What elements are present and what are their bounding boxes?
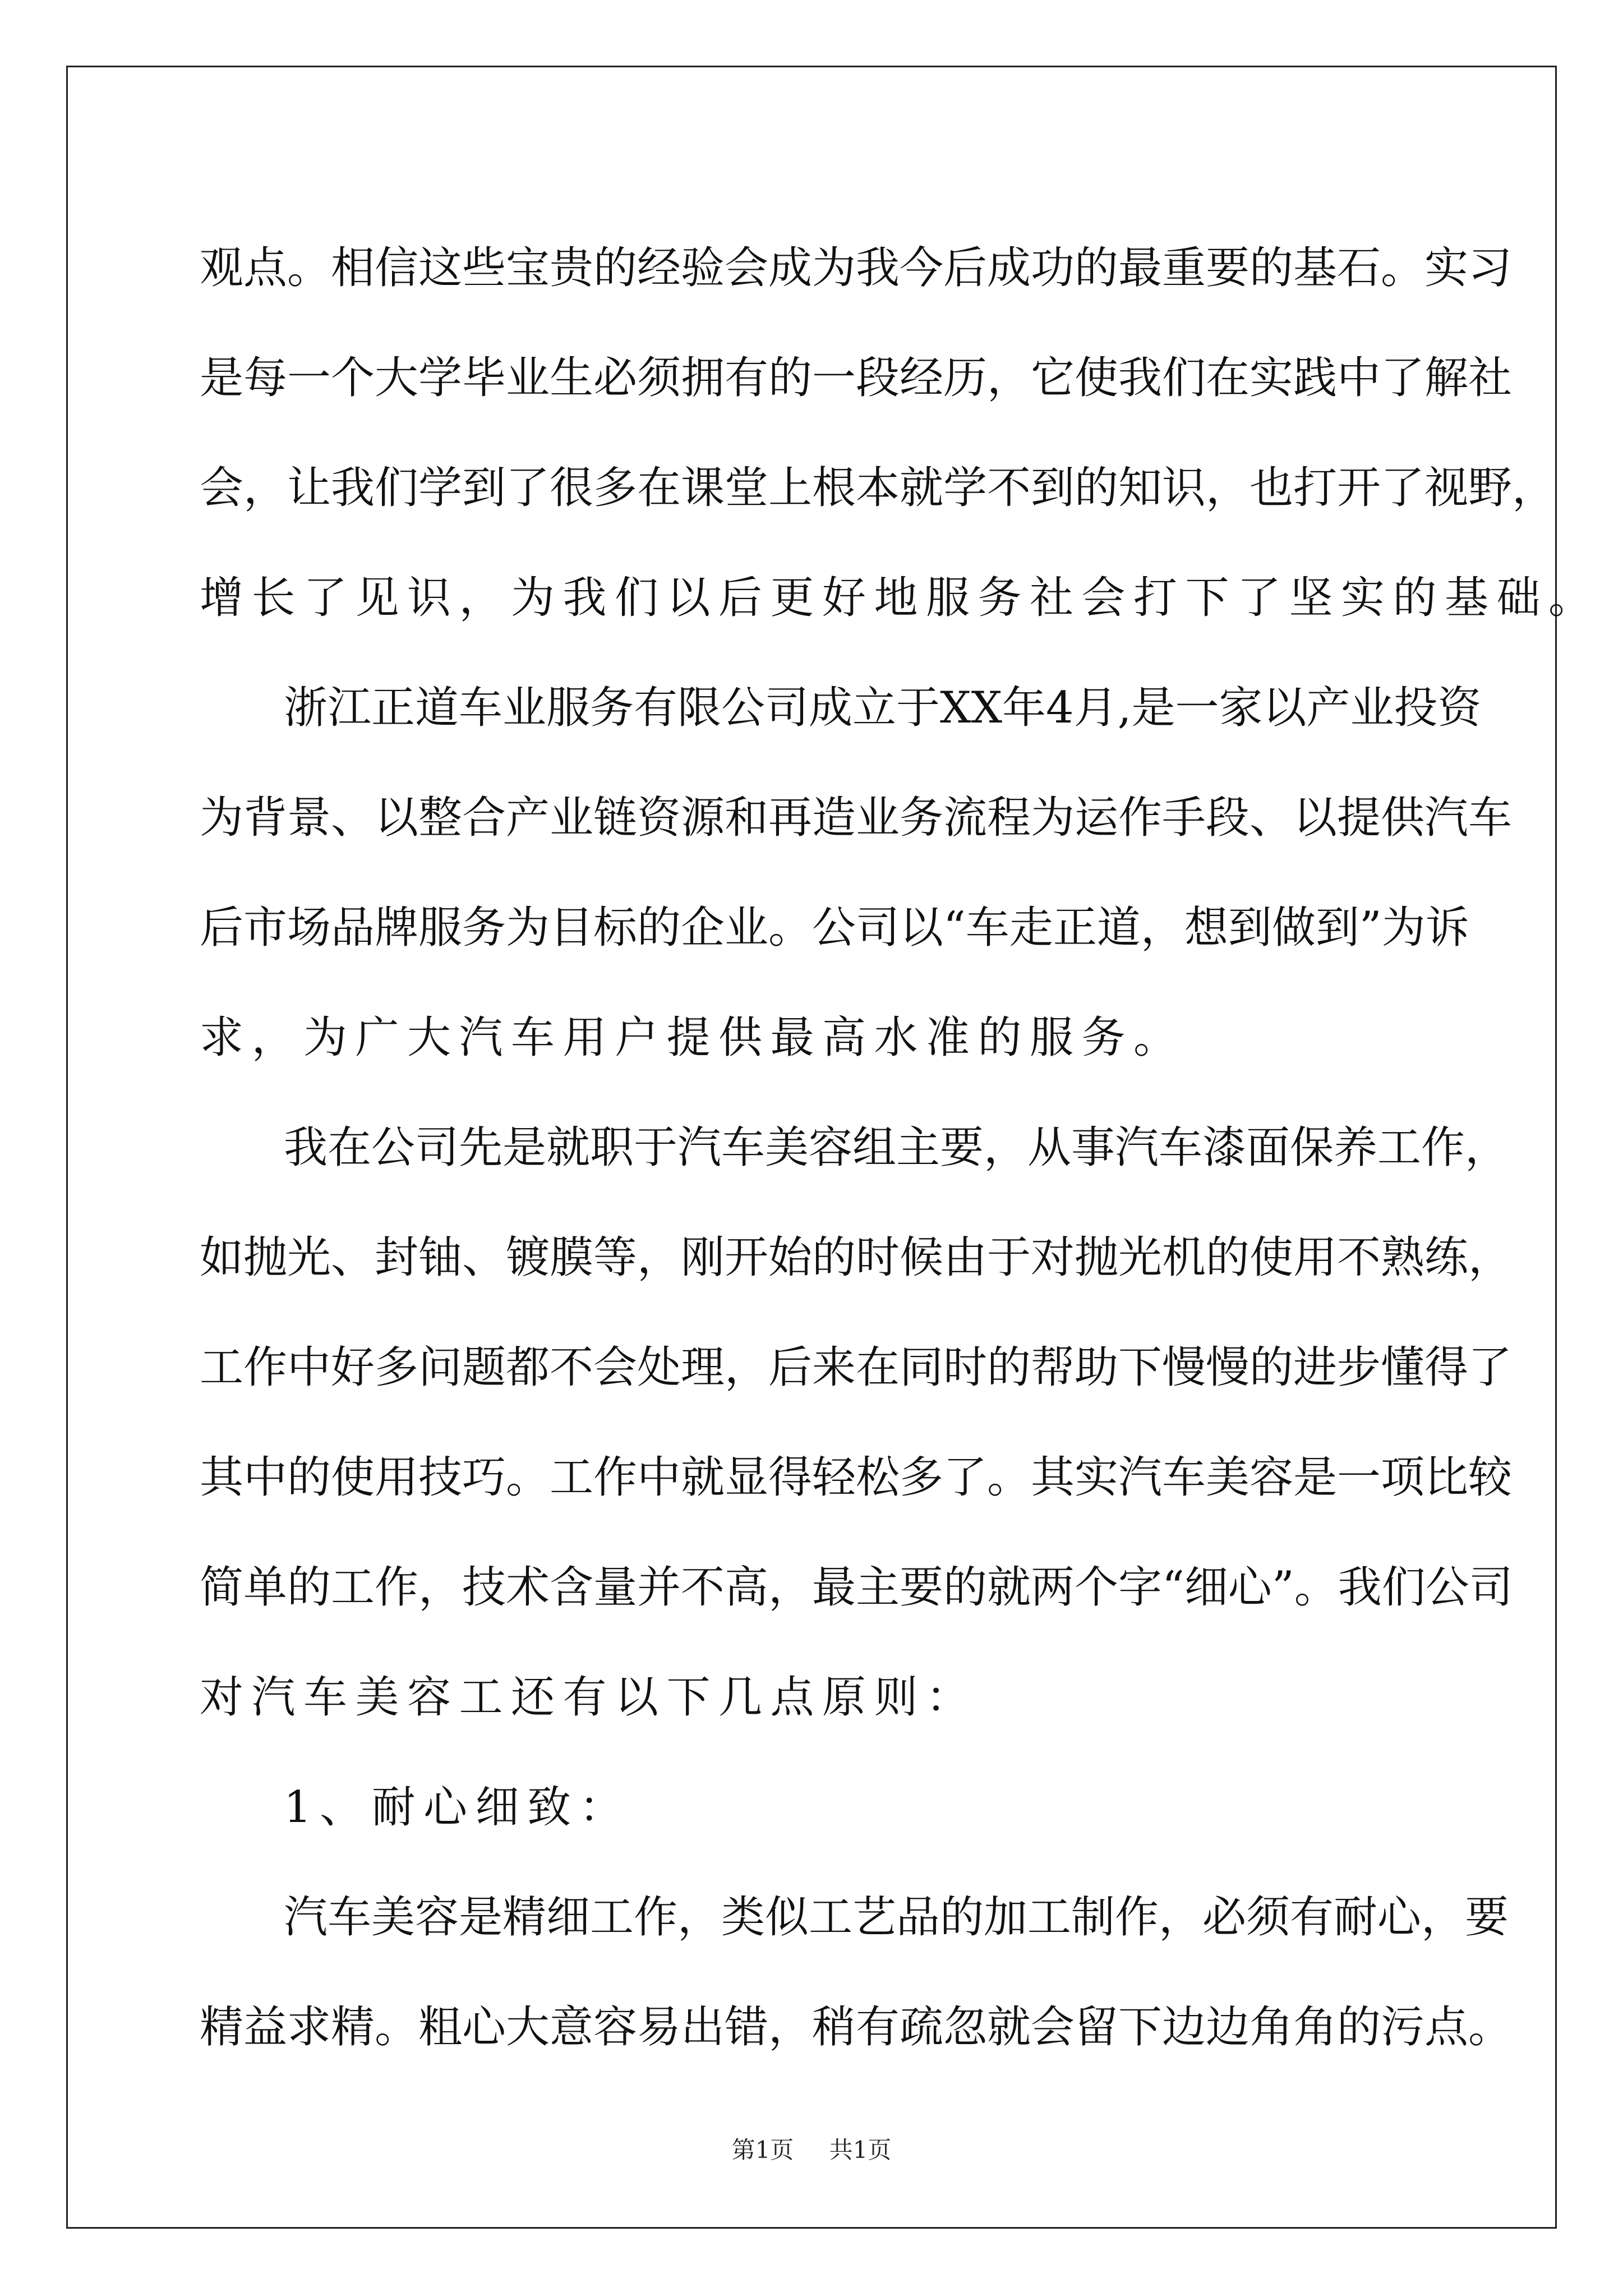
page-footer <box>0 2132 1623 2165</box>
paragraph-1-line-1: 观点。相信这些宝贵的经验会成为我今后成功的最重要的基石。实习 <box>200 243 1513 293</box>
paragraph-3-line-2: 如抛光、封铀、镀膜等，刚开始的时候由于对抛光机的使用不熟练， <box>200 1232 1513 1283</box>
paragraph-1-line-4: 增长了见识，为我们以后更好地服务社会打下了坚实的基础。 <box>200 573 1601 623</box>
paragraph-5-line-2: 精益求精。粗心大意容易出错，稍有疏忽就会留下边边角角的污点。 <box>200 2002 1513 2053</box>
paragraph-3-line-6: 对汽车美容工还有以下几点原则： <box>200 1672 978 1723</box>
paragraph-2-line-4: 求，为广大汽车用户提供最高水准的服务。 <box>200 1013 1186 1063</box>
paragraph-3-line-3: 工作中好多问题都不会处理，后来在同时的帮助下慢慢的进步懂得了 <box>200 1342 1513 1393</box>
page-number: 第1页 <box>731 2136 794 2164</box>
paragraph-1-line-2: 是每一个大学毕业生必须拥有的一段经历，它使我们在实践中了解社 <box>200 353 1513 403</box>
paragraph-3-line-5: 简单的工作，技术含量并不高，最主要的就两个字“细心”。我们公司 <box>200 1562 1513 1613</box>
paragraph-2-line-2: 为背景、以整合产业链资源和再造业务流程为运作手段、以提供汽车 <box>200 793 1513 843</box>
document-body <box>200 213 1601 2082</box>
paragraph-2-line-3: 后市场品牌服务为目标的企业。公司以“车走正道，想到做到”为诉 <box>200 903 1469 953</box>
paragraph-3-line-4: 其中的使用技巧。工作中就显得轻松多了。其实汽车美容是一项比较 <box>200 1452 1513 1503</box>
paragraph-5-line-1: 汽车美容是精细工作，类似工艺品的加工制作，必须有耐心，要 <box>284 1892 1509 1943</box>
paragraph-3-line-1: 我在公司先是就职于汽车美容组主要，从事汽车漆面保养工作， <box>284 1122 1509 1173</box>
paragraph-4-line-1: 1、耐心细致： <box>284 1782 631 1833</box>
paragraph-2-line-1: 浙江正道车业服务有限公司成立于XX年4月,是一家以产业投资 <box>284 683 1482 733</box>
total-pages: 共1页 <box>829 2136 892 2164</box>
paragraph-1-line-3: 会，让我们学到了很多在课堂上根本就学不到的知识，也打开了视野， <box>200 463 1556 513</box>
